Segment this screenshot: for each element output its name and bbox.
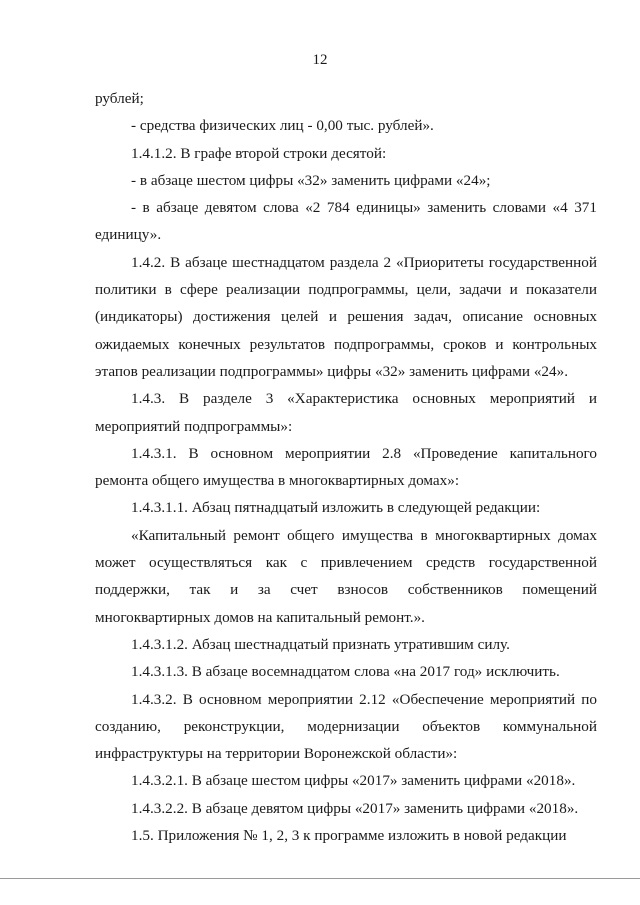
paragraph-12: 1.4.3.1.3. В абзаце восемнадцатом слова «на 2017 год» исключить. xyxy=(131,663,560,681)
paragraph-1: рублей; xyxy=(95,90,144,107)
paragraph-2: - средства физических лиц - 0,00 тыс. рублей». xyxy=(131,117,434,135)
paragraph-6: 1.4.2. В абзаце шестнадцатом раздела 2 «Приоритеты государственной политики в сфере реализации подпрограммы, цели, задачи и показатели (индикаторы) достижения целей и решения задач, описание основных ожидаемых конечных результатов подпрограммы, сроков и контрольных этапов реализации подпрограммы» цифры «32» заменить цифрами «24». xyxy=(95,253,597,380)
footer-divider xyxy=(0,878,640,879)
paragraph-11: 1.4.3.1.2. Абзац шестнадцатый признать утратившим силу. xyxy=(131,635,510,653)
paragraph-4: - в абзаце шестом цифры «32» заменить цифрами «24»; xyxy=(131,171,491,189)
page-number: 12 xyxy=(312,52,328,68)
paragraph-8: 1.4.3.1. В основном мероприятии 2.8 «Проведение капитального ремонта общего имущества в многоквартирных домах»: xyxy=(95,444,597,490)
paragraph-9: 1.4.3.1.1. Абзац пятнадцатый изложить в следующей редакции: xyxy=(131,499,541,517)
paragraph-14: 1.4.3.2.1. В абзаце шестом цифры «2017» заменить цифрами «2018». xyxy=(131,772,576,790)
paragraph-3: 1.4.1.2. В графе второй строки десятой: xyxy=(131,144,387,162)
paragraph-7: 1.4.3. В разделе 3 «Характеристика основных мероприятий и мероприятий подпрограммы»: xyxy=(95,390,597,435)
paragraph-10: «Капитальный ремонт общего имущества в многоквартирных домах может осуществляться как с привлечением средств государственной поддержки, так и за счет взносов собственников помещений многоквартирных домов на капитальный ремонт.». xyxy=(95,526,597,626)
paragraph-16: 1.5. Приложения № 1, 2, 3 к программе изложить в новой редакции xyxy=(131,827,567,845)
paragraph-15: 1.4.3.2.2. В абзаце девятом цифры «2017» заменить цифрами «2018». xyxy=(131,799,579,817)
document-body xyxy=(95,85,597,849)
paragraph-13: 1.4.3.2. В основном мероприятии 2.12 «Обеспечение мероприятий по созданию, реконструкции, модернизации объектов коммунальной инфраструктуры на территории Воронежской области»: xyxy=(95,690,597,763)
paragraph-5: - в абзаце девятом слова «2 784 единицы» заменить словами «4 371 единицу». xyxy=(95,199,597,244)
